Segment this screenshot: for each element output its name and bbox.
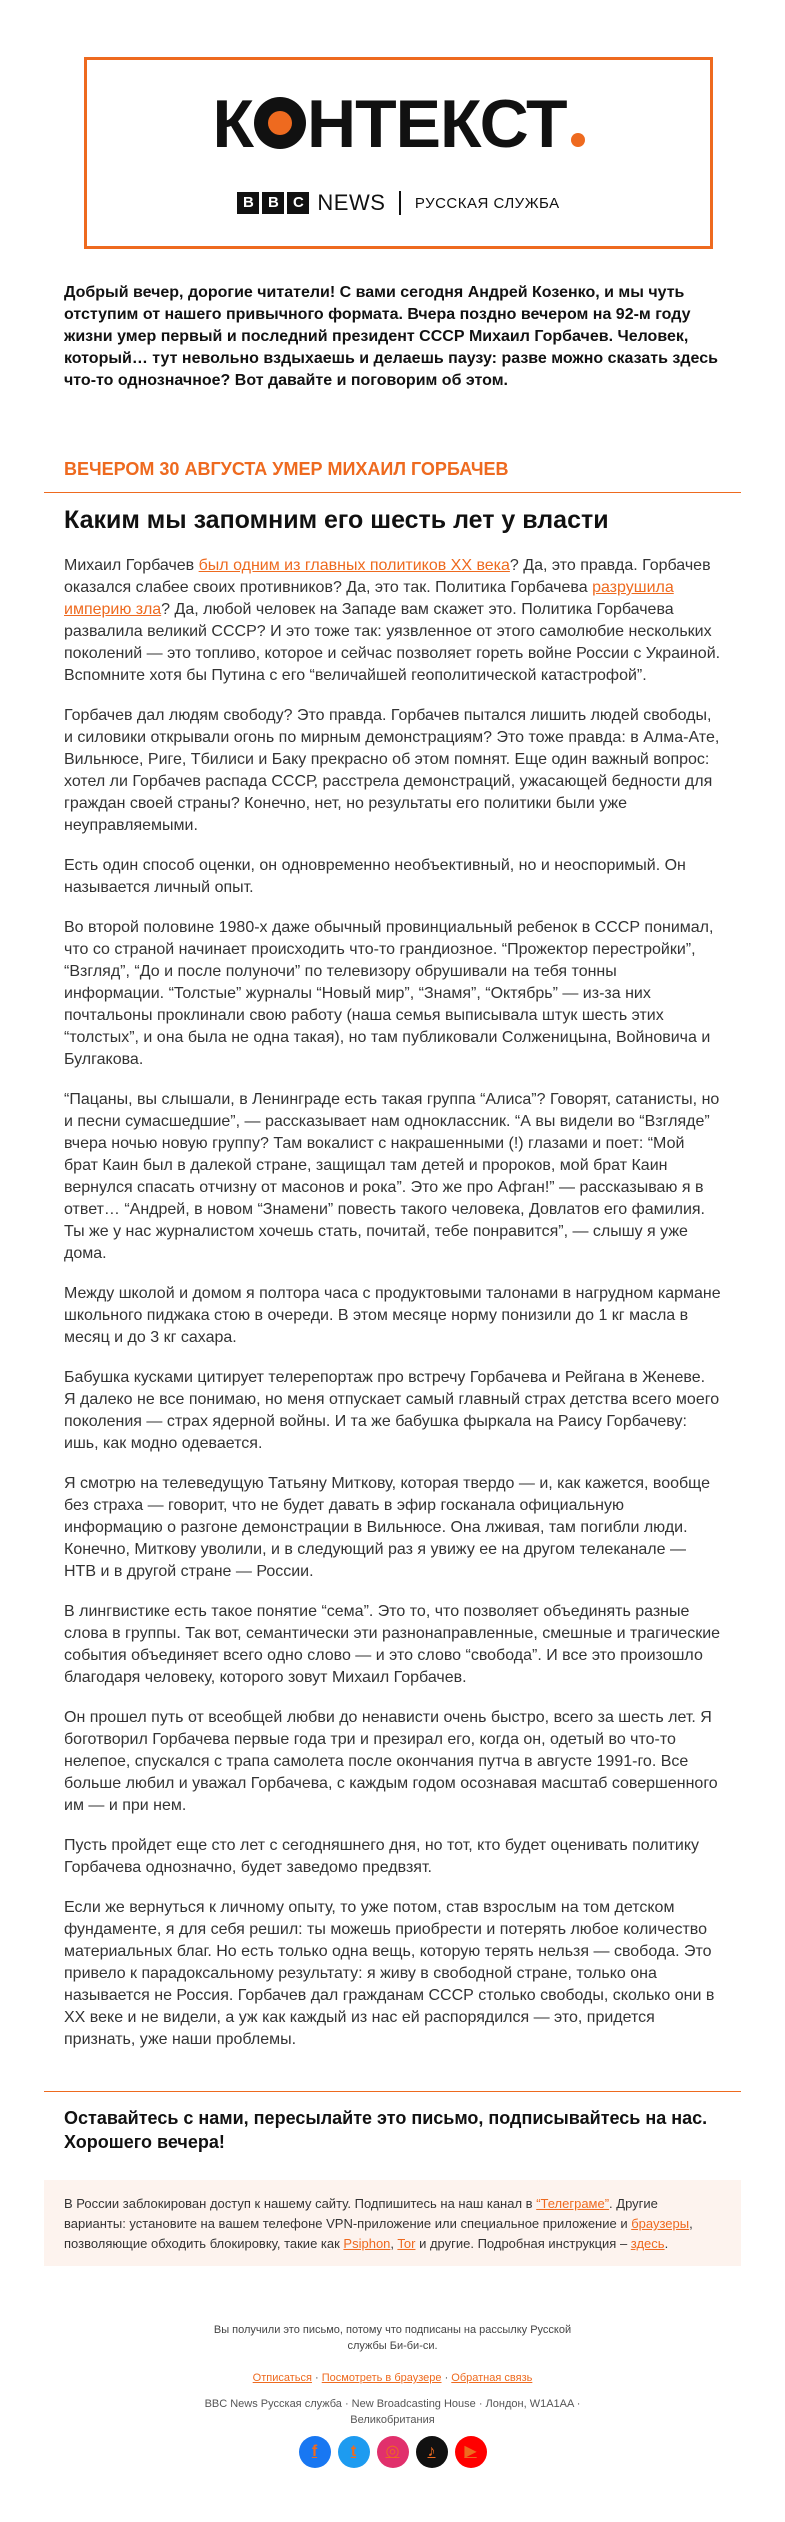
twitter-icon[interactable] [338,2436,370,2468]
article-paragraph: “Пацаны, вы слышали, в Ленинграде есть такая группа “Алиса”? Говорят, сатанисты, но и песни сумасшедшие”, — рассказывает нам одноклассник. “А вы видели во “Взгляде” вчера ночью новую группу? Там вокалист с накрашенными (!) глазами и поет: “Мой брат Каин был в далекой стране, защищал там детей и пророков, мой брат Каин вернулся спасать отчизну от масонов и рока”. Это же про Афган!” — рассказываю я в ответ… “Андрей, в новом “Знамени” повесть такого человека, Довлатов его фамилия. Ты же у нас журналистом хочешь стать, почитай, тебе понравится”, — слышу я уже дома. [64,1091,720,1262]
youtube-icon[interactable] [455,2436,487,2468]
link-gorbachev-politician[interactable]: был одним из главных политиков XX века [198,557,510,574]
blocking-notice [44,2180,741,2266]
logo-text-right: НТЕКСТ [306,86,567,162]
article-paragraph: Если же вернуться к личному опыту, то уже потом, став взрослым на том детском фундаменте, я для себя решил: ты можешь приобрести и потерять любое количество материальных благ. Но есть только одна вещь, которую терять нельзя — свобода. Это привело к парадоксальному результату: я живу в свободной стране, только она называется не Россия. Горбачев дал гражданам СССР столько свободы, сколько они в XX веке и не видели, а уж как каждый из нас ей распорядился — это, придется признать, уже наши проблемы. [64,1899,715,2048]
text-run: , [390,2236,398,2251]
article-paragraph: Я смотрю на телеведущую Татьяну Миткову, которая твердо — и, как кажется, вообще без страха — говорит, что не будет давать в эфир госканала официальную информацию о разгоне демонстрации в Вильнюсе. Она лживая, там погибли люди. Конечно, Миткову уволили, и в следующий раз я увижу ее на другом телеканале — НТВ и в другой стране — России. [64,1475,711,1580]
facebook-icon[interactable] [299,2436,331,2468]
instagram-icon[interactable] [377,2436,409,2468]
intro-text: Добрый вечер, дорогие читатели! С вами сегодня Андрей Козенко, и мы чуть отступим от нашего привычного формата. Вчера поздно вечером на 92-м году жизни умер первый и последний президент СССР Михаил Горбачев. Человек, который… тут невольно вздыхаешь и делаешь паузу: разве можно сказать здесь что-то однозначное? Вот давайте и поговорим об этом. [64,284,718,389]
link-telegram[interactable]: “Телеграме” [536,2196,610,2211]
glyph: ◎ [385,2443,400,2460]
logo-o-icon [254,97,306,149]
divider [399,191,401,215]
footer-links [64,2370,721,2386]
bbc-letter: B [237,192,259,214]
link-instructions[interactable]: здесь [630,2236,665,2251]
bbc-letter: C [287,192,309,214]
separator: · [441,2372,452,2384]
logo-text-left: К [212,86,253,162]
closing-text: Оставайтесь с нами, пересылайте это письмо, подписывайтесь на нас. Хорошего вечера! [64,2108,708,2152]
link-evil-empire[interactable]: разрушила империю зла [64,579,674,618]
text-run: Михаил Горбачев [64,557,199,574]
view-in-browser-link[interactable]: Посмотреть в браузере [321,2372,442,2384]
bbc-logo-icon [237,192,309,214]
link-browsers[interactable]: браузеры [631,2216,690,2231]
article-paragraph: Между школой и домом я полтора часа с продуктовыми талонами в нагрудном кармане школьного пиджака стою в очереди. В этом месяце норму понизили до 1 кг масла в месяц и до 3 кг сахара. [64,1285,721,1346]
text-run: , позволяющие обходить блокировку, такие как [64,2216,693,2251]
news-word: NEWS [317,190,386,215]
text-run: . Другие варианты: установите на вашем телефоне VPN-приложение или специальное приложение и [64,2196,658,2231]
article-paragraph: Бабушка кусками цитирует телерепортаж про встречу Горбачева и Рейгана в Женеве. Я далеко не все понимаю, но меня отпускает самый главный страх детства всего моего поколения — страх ядерной войны. И та же бабушка фыркала на Раису Горбачеву: ишь, как модно одевается. [64,1369,720,1452]
bbc-brand-line [87,190,710,216]
bbc-letter: B [262,192,284,214]
unsubscribe-link[interactable]: Отписаться [252,2372,312,2384]
article-paragraph: Пусть пройдет еще сто лет с сегодняшнего дня, но тот, кто будет оценивать политику Горбачева однозначно, будет заведомо предвзят. [64,1837,700,1876]
subscription-note: Вы получили это письмо, потому что подписаны на рассылку Русской службы Би-би-си. [213,2324,572,2352]
article-paragraph: Во второй половине 1980-х даже обычный провинциальный ребенок в СССР понимал, что со страной начинает происходить что-то грандиозное. “Прожектор перестройки”, “Взгляд”, “До и после полуночи” по телевизору обрушивали на тебя тонны информации. “Толстые” журналы “Новый мир”, “Знамя”, “Октябрь” — из-за них почтальоны проклинали свою работу (наша семья выписывала штук шесть этих “толстых”, и она была не одна такая), но там публиковали Солженицына, Войновича и Булгакова. [64,919,714,1068]
article-paragraph [64,555,721,687]
glyph: ♪ [427,2443,436,2460]
tiktok-icon[interactable] [416,2436,448,2468]
glyph: t [350,2443,357,2460]
article-title: Каким мы запомним его шесть лет у власти [64,506,609,534]
article-paragraph: Горбачев дал людям свободу? Это правда. Горбачев пытался лишить людей свободы, и силовики открывали огонь по мирным демонстрациям? Это тоже правда: в Алма-Ате, Вильнюсе, Риге, Тбилиси и Баку прекрасно об этом помнят. Еще один важный вопрос: хотел ли Горбачев распада СССР, расстрела демонстраций, ужасающей бедности для граждан своей страны? Конечно, нет, но результаты его политики были уже неуправляемыми. [64,707,720,834]
glyph: ▶ [464,2443,477,2460]
closing-divider [44,2091,741,2092]
text-run: В России заблокирован доступ к нашему сайту. Подпишитесь на наш канал в [64,2196,537,2211]
article-paragraph: Есть один способ оценки, он одновременно необъективный, но и неоспоримый. Он называется личный опыт. [64,857,686,896]
section-divider [44,492,741,493]
article-paragraph: В лингвистике есть такое понятие “сема”. Это то, что позволяет объединять разные слова в группы. Так вот, семантически эти разнонаправленные, смешные и трагические события объединяет всего одно слово — и это слово “свобода”. И все это произошло благодаря человеку, которого зовут Михаил Горбачев. [64,1603,721,1686]
text-run: и другие. Подробная инструкция – [415,2236,631,2251]
section-label: ВЕЧЕРОМ 30 АВГУСТА УМЕР МИХАИЛ ГОРБАЧЕВ [64,459,509,479]
glyph: f [311,2443,318,2460]
kontekst-logo[interactable] [87,86,710,162]
logo-dot-icon [571,133,585,147]
link-tor[interactable]: Tor [397,2236,416,2251]
link-psiphon[interactable]: Psiphon [343,2236,391,2251]
text-run: . [664,2236,669,2251]
social-links [64,2436,721,2496]
newsletter-header [84,57,713,249]
separator: · [311,2372,322,2384]
text-run: ? Да, любой человек на Западе вам скажет это. Политика Горбачева развалила великий СССР? И это тоже так: уязвленное от этого самолюбие нескольких поколений — это топливо, которое и сейчас позволяет гореть войне России с Украиной. Вспомните хотя бы Путина с его “величайшей геополитической катастрофой”. [64,601,721,684]
service-name: РУССКАЯ СЛУЖБА [414,194,560,212]
footer [64,2322,721,2496]
footer-address: BBC News Русская служба · New Broadcasting House · Лондон, W1A1AA · Великобритания [204,2398,581,2426]
text-run: ? Да, это правда. Горбачев оказался слабее своих противников? Да, это так. Политика Горбачева [64,557,711,596]
article-paragraph: Он прошел путь от всеобщей любви до ненависти очень быстро, всего за шесть лет. Я боготворил Горбачева первые года три и презирал его, когда он, одетый во что-то нелепое, спускался с трапа самолета после окончания путча в августе 1991-го. Все больше любил и уважал Горбачева, с каждым годом осознавая масштаб совершенного им — и при нем. [64,1709,718,1814]
feedback-link[interactable]: Обратная связь [451,2372,533,2384]
